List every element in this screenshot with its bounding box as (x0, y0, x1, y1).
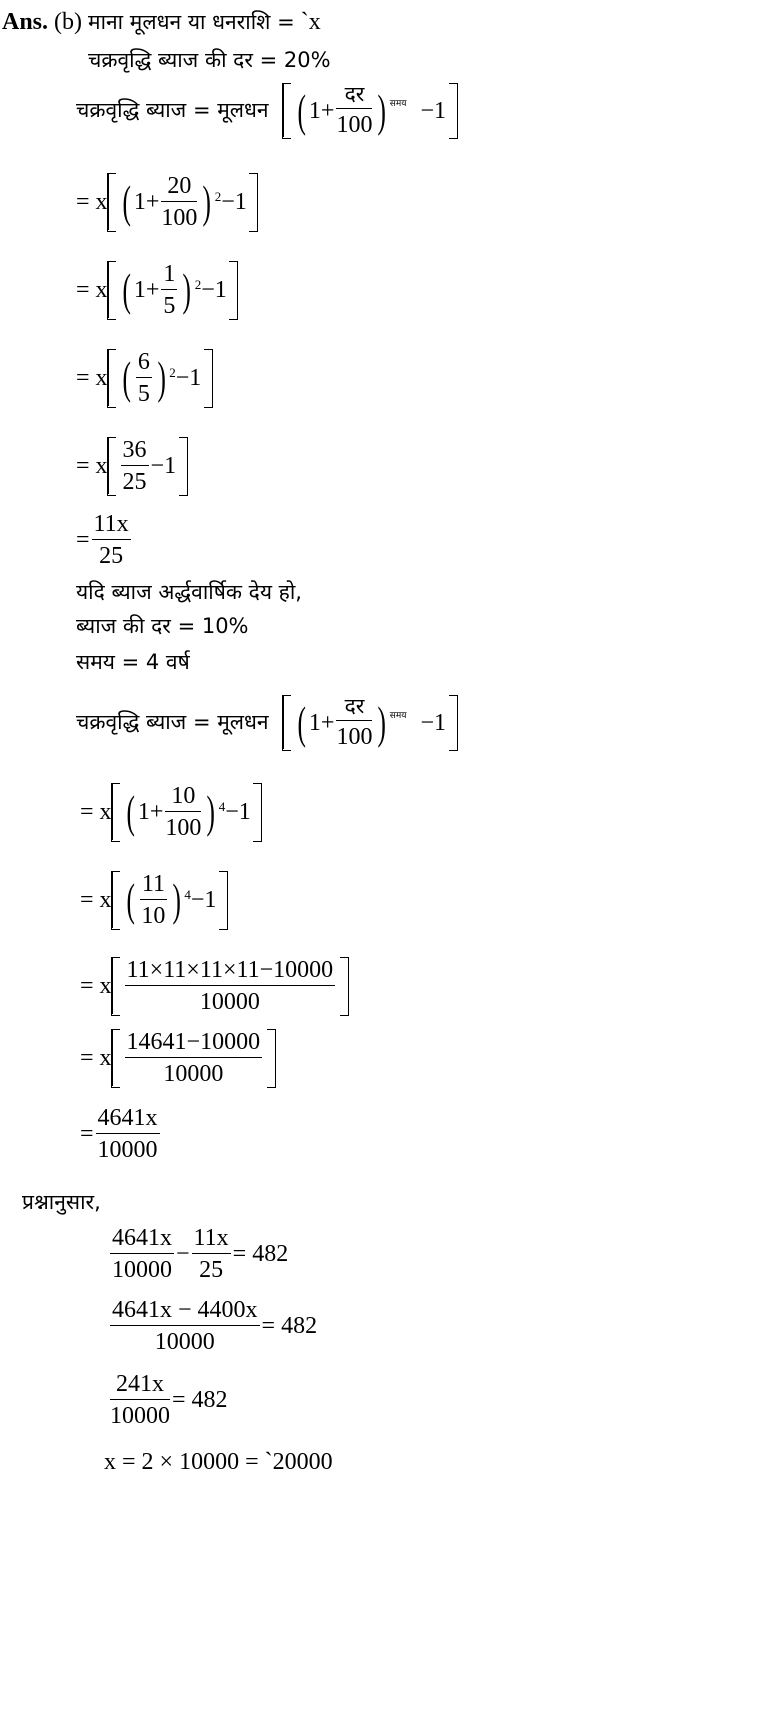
step-8: = x $\frac{11\times 11\times 11\times 11-10000}{10000}$ (80, 958, 347, 1014)
step-3: = x ( $\frac{6}{5}$ ) 2 −1 (76, 350, 211, 406)
rate-line-1: चक्रवृद्धि ब्याज की दर = 20% (88, 48, 331, 72)
answer-header (2, 10, 321, 34)
step-6: = x ( 1 + $\frac{10}{100}$ ) 4 −1 (80, 784, 261, 840)
according-label: प्रश्नानुसार, (22, 1190, 101, 1214)
rate-line-2: ब्याज की दर = 10% (76, 614, 249, 638)
equation-2: $\frac{4641x - 4400x}{10000}$ = 482 (112, 1297, 318, 1355)
step-5: = $\frac{11x}{25}$ (76, 511, 129, 569)
ci-formula-1 (76, 84, 456, 137)
outer-bracket: ( 1 + $\frac{\text{दर}}{100}$ ) समय −1 (283, 84, 456, 137)
principal-text: माना मूलधन या धनराशि = (88, 10, 295, 34)
half-yearly-line: यदि ब्याज अर्द्धवार्षिक देय हो, (76, 580, 302, 604)
step-7: = x ( $\frac{11}{10}$ ) 4 −1 (80, 872, 226, 928)
option-label: (b) (54, 9, 83, 35)
step-1: = x ( 1 + $\frac{20}{100}$ ) 2 −1 (76, 174, 257, 230)
step-9: = x $\frac{14641-10000}{10000}$ (80, 1030, 274, 1086)
step-10: = $\frac{4641x}{10000}$ (80, 1105, 158, 1163)
step-2: = x ( 1 + $\frac{1}{5}$ ) 2 −1 (76, 262, 237, 318)
step-4: = x $\frac{36}{25}$ −1 (76, 438, 186, 494)
principal-value: `x (300, 9, 321, 35)
equation-1: $\frac{4641x}{10000}$ − $\frac{11x}{25}$ = 482 (112, 1225, 289, 1283)
ci-formula-2: चक्रवृद्धि ब्याज = मूलधन ( 1 + $\frac{\text{दर}}{100}$ ) समय −1 (76, 696, 456, 749)
ans-label: Ans. (2, 9, 49, 35)
rate-fraction: $\frac{\text{दर}}{100}$ (336, 82, 373, 138)
equation-3: $\frac{241x}{10000}$ = 482 (110, 1371, 228, 1429)
final-answer: x = 2 × 10000 = `20000 (104, 1449, 333, 1475)
time-line: समय = 4 वर्ष (76, 650, 190, 674)
ci-label: चक्रवृद्धि ब्याज = मूलधन (76, 98, 269, 122)
